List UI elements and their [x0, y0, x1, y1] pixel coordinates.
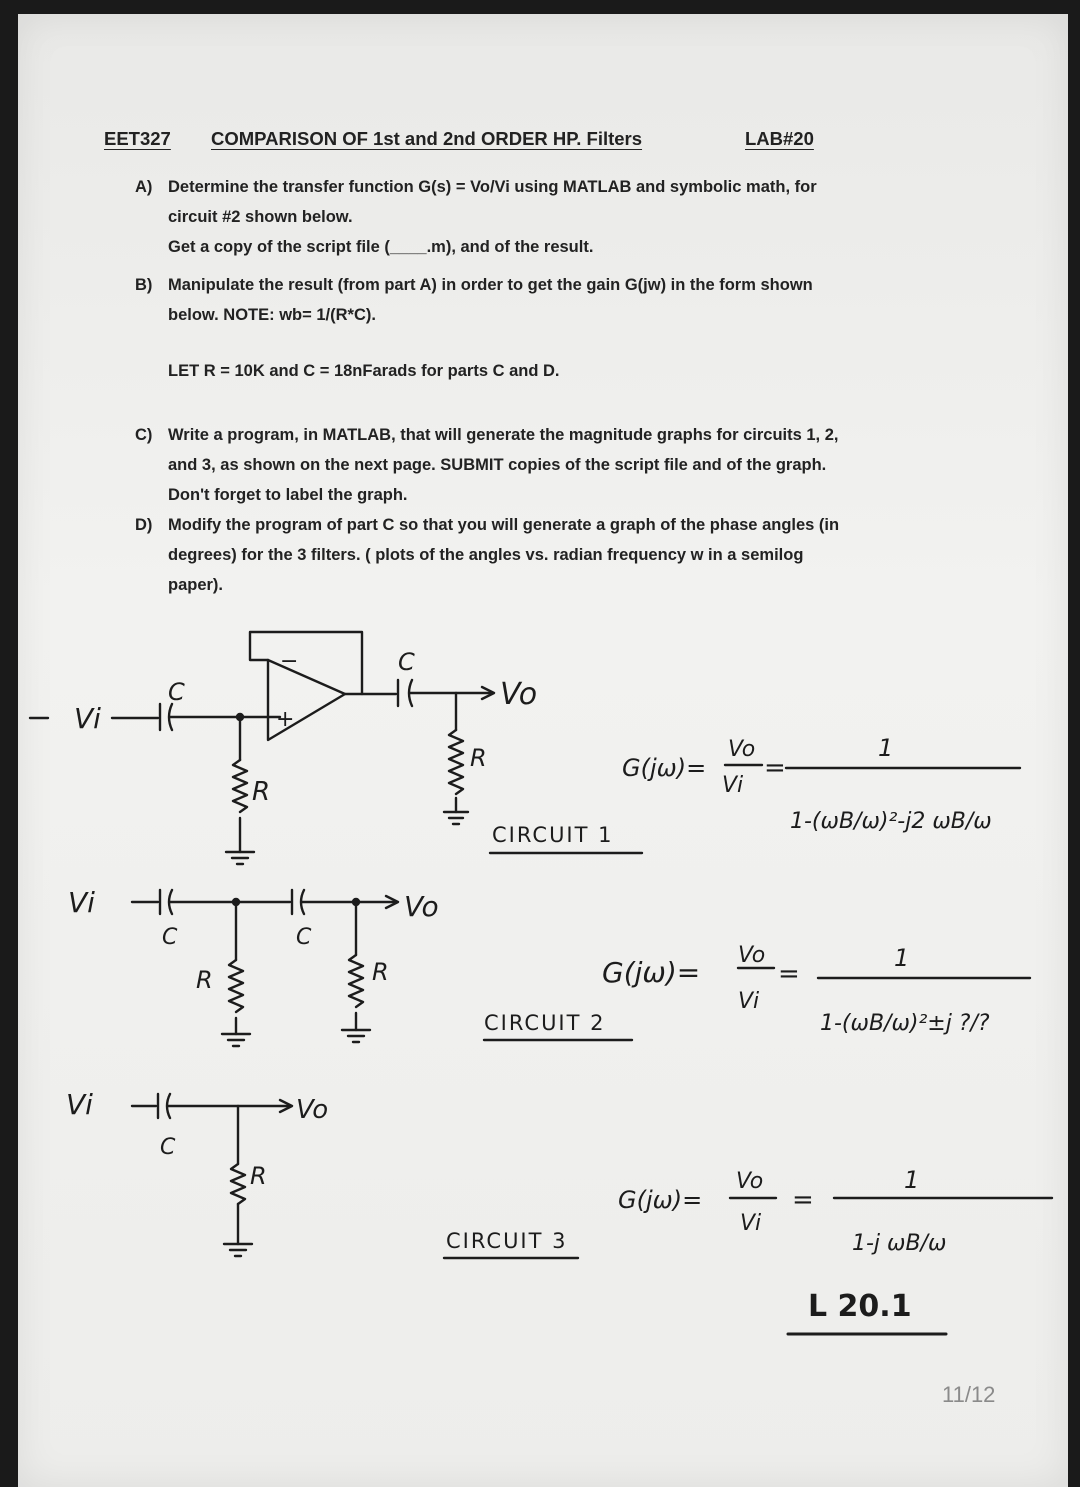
c2-eq-lhs: G(jω)= [602, 956, 701, 989]
c1-resistor-1 [233, 760, 247, 812]
c2-resistor-2 [349, 955, 363, 1007]
section-a-line3: Get a copy of the script file (____.m), and of the result. [168, 238, 594, 256]
c1-eq-den: Vi [722, 773, 744, 798]
section-b-line1: Manipulate the result (from part A) in order to get the gain G(jw) in the form shown [168, 276, 813, 294]
c1-caption: CIRCUIT 1 [492, 823, 614, 847]
c1-eq-lhs: G(jω)= [622, 754, 707, 782]
section-b-line2: below. NOTE: wb= 1/(R*C). [168, 306, 376, 324]
c2-caption: CIRCUIT 2 [484, 1011, 606, 1035]
c3-eq-den: Vi [740, 1211, 762, 1236]
c1-vin-label: Vi [74, 702, 101, 735]
section-d-label: D) [135, 516, 153, 534]
c1-input-cap-label: C [168, 678, 185, 706]
figure-label: L 20.1 [808, 1289, 912, 1324]
section-a-label: A) [135, 178, 153, 196]
c3-caption: CIRCUIT 3 [446, 1229, 568, 1253]
c2-vin-label: Vi [68, 886, 95, 919]
c3-res-label: R [250, 1162, 267, 1190]
c1-eq-num: Vo [728, 737, 756, 762]
svg-text:−: − [280, 649, 299, 674]
c2-eq-num: Vo [738, 943, 766, 968]
c1-shunt-res-label: R [252, 777, 271, 807]
page-number: 11/12 [942, 1382, 996, 1407]
page-title: COMPARISON OF 1st and 2nd ORDER HP. Filters [211, 128, 643, 149]
section-c-line3: Don't forget to label the graph. [168, 486, 408, 504]
c1-load-res-label: R [470, 744, 487, 772]
section-d-line2: degrees) for the 3 filters. ( plots of the angles vs. radian frequency w in a semilog [168, 546, 804, 564]
c3-tf-den: 1-j ωB/ω [852, 1231, 947, 1256]
svg-text:+: + [276, 707, 295, 732]
c3-cap-label: C [160, 1135, 176, 1160]
section-c-line1: Write a program, in MATLAB, that will generate the magnitude graphs for circuits 1, 2, [168, 426, 839, 444]
section-c-label: C) [135, 426, 153, 444]
c2-cap-1-label: C [162, 925, 178, 950]
c1-vout-label: Vo [500, 677, 538, 712]
section-a-line1: Determine the transfer function G(s) = Vo/Vi using MATLAB and symbolic math, for [168, 178, 817, 196]
section-c-line2: and 3, as shown on the next page. SUBMIT copies of the script file and of the graph. [168, 456, 827, 474]
c3-resistor [231, 1164, 245, 1204]
c2-resistor-1 [229, 960, 243, 1012]
c3-vout-label: Vo [296, 1095, 329, 1125]
c1-tf-den: 1-(ωB/ω)²-j2 ωB/ω [790, 809, 992, 834]
c2-vout-label: Vo [404, 890, 439, 923]
svg-text:=: = [778, 959, 800, 989]
c3-vin-label: Vi [66, 1088, 93, 1121]
circuit-3 [132, 1094, 1052, 1334]
svg-text:=: = [764, 753, 786, 783]
course-code: EET327 [104, 128, 171, 149]
c2-tf-den: 1-(ωB/ω)²±j ?/? [820, 1011, 990, 1036]
section-d-line3: paper). [168, 576, 224, 594]
c1-tf-num: 1 [878, 734, 894, 762]
c2-tf-num: 1 [894, 944, 910, 972]
section-b-label: B) [135, 276, 153, 294]
section-d-line1: Modify the program of part C so that you will generate a graph of the phase angles (in [168, 516, 840, 534]
let-line-text: LET R = 10K and C = 18nFarads for parts C and D. [168, 362, 560, 380]
c3-eq-lhs: G(jω)= [618, 1186, 703, 1214]
c1-output-cap-label: C [398, 648, 415, 676]
lab-number: LAB#20 [745, 128, 814, 149]
c2-res-2-label: R [372, 958, 389, 986]
c2-eq-den: Vi [738, 989, 760, 1014]
svg-text:=: = [792, 1185, 814, 1215]
c1-resistor-2 [449, 730, 463, 794]
c2-res-1-label: R [196, 966, 213, 994]
section-a-line2: circuit #2 shown below. [168, 208, 353, 226]
c2-cap-2-label: C [296, 925, 312, 950]
c3-tf-num: 1 [904, 1166, 920, 1194]
c3-eq-num: Vo [736, 1169, 764, 1194]
